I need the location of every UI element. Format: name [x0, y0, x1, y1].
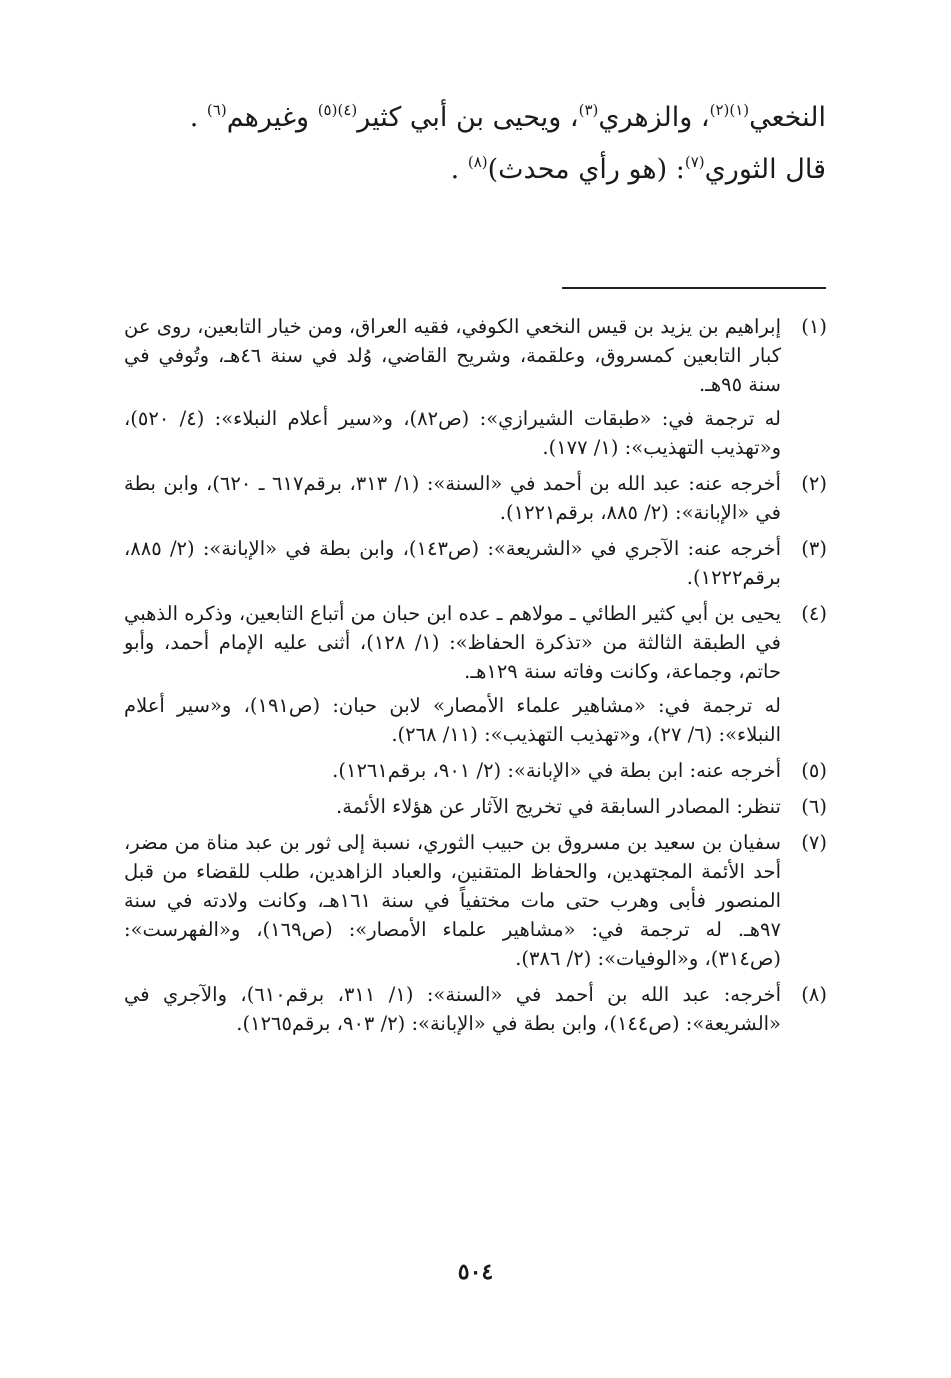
footnote-number: (٤) [801, 602, 827, 625]
footnotes [124, 312, 827, 1045]
footnote-paragraph: أخرجه عنه: الآجري في «الشريعة»: (ص١٤٣)، وابن بطة في «الإبانة»: (٢/ ٨٨٥، برقم١٢٢٢). [124, 537, 781, 589]
main-text-fragment: : (هو رأي محدث) [487, 154, 685, 185]
footnote-8 [124, 980, 827, 1038]
footnote-number: (٦) [801, 795, 827, 818]
footnote-4 [124, 599, 827, 749]
page-number: ٥٠٤ [457, 1259, 494, 1285]
footnote-ref: (٦) [206, 101, 227, 119]
main-text-fragment: قال الثوري [704, 154, 826, 185]
footnote-ref: (٧) [684, 153, 705, 171]
footnote-ref: (٢) [709, 101, 730, 119]
footnote-ref: (٨) [467, 153, 488, 171]
footnote-number: (٧) [801, 831, 827, 854]
footnote-number: (١) [801, 315, 827, 338]
footnote-number: (٨) [801, 983, 827, 1006]
footnote-paragraph: أخرجه عنه: ابن بطة في «الإبانة»: (٢/ ٩٠١، برقم١٢٦١). [332, 759, 781, 782]
footnote-7 [124, 828, 827, 973]
footnote-number: (٢) [801, 472, 827, 495]
footnote-number: (٣) [801, 537, 827, 560]
footnote-paragraph: يحيى بن أبي كثير الطائي ـ مولاهم ـ عده ابن حبان من أتباع التابعين، وذكره الذهبي في الطبقة الثالثة من «تذكرة الحفاظ»: (١/ ١٢٨)، أثنى عليه الإمام أحمد، وأبو حاتم، وجماعة، وكانت وفاته سنة ١٢٩هـ. [124, 602, 781, 683]
footnote-3 [124, 534, 827, 592]
footnote-paragraph: أخرجه: عبد الله بن أحمد في «السنة»: (١/ ٣١١، برقم٦١٠)، والآجري في «الشريعة»: (ص١٤٤)، وابن بطة في «الإبانة»: (٢/ ٩٠٣، برقم١٢٦٥). [124, 983, 781, 1035]
main-text-fragment: ، والزهري [598, 102, 710, 133]
footnote-separator [562, 287, 826, 289]
footnote-ref: (٤) [337, 101, 358, 119]
footnote-ref: (٣) [578, 101, 599, 119]
footnote-paragraph: سفيان بن سعيد بن مسروق بن حبيب الثوري، نسبة إلى ثور بن عبد مناة من مضر، أحد الأئمة المجتهدين، والحفاظ المتقنين، والعباد الزاهدين، طلب للقضاء من قبل المنصور فأبى وهرب حتى مات مختفياً في سنة ١٦١هـ، وكانت ولادته في سنة ٩٧هـ. له ترجمة في: «مشاهير علماء الأمصار»: (ص١٦٩)، و«الفهرست»: (ص٣١٤)، و«الوفيات»: (٢/ ٣٨٦). [124, 831, 781, 970]
footnote-ref: (٥) [317, 101, 338, 119]
footnote-1 [124, 312, 827, 462]
main-text-fragment: النخعي [749, 102, 826, 133]
main-text-fragment: ، ويحيى بن أبي كثير [357, 102, 579, 133]
footnote-paragraph: له ترجمة في: «طبقات الشيرازي»: (ص٨٢)، و«سير أعلام النبلاء»: (٤/ ٥٢٠)، و«تهذيب التهذيب»: (١/ ١٧٧). [124, 407, 781, 459]
footnote-ref: (١) [729, 101, 750, 119]
main-text-fragment: وغيرهم [226, 102, 318, 133]
footnote-paragraph: إبراهيم بن يزيد بن قيس النخعي الكوفي، فقيه العراق، ومن خيار التابعين، روى عن كبار التابعين كمسروق، وعلقمة، وشريح القاضي، وُلد في سنة ٤٦هـ، وتُوفي في سنة ٩٥هـ. [124, 315, 781, 396]
main-text-line-2 [106, 150, 826, 190]
main-text-fragment: . [450, 154, 468, 185]
footnote-paragraph: تنظر: المصادر السابقة في تخريج الآثار عن هؤلاء الأئمة. [336, 795, 781, 818]
footnote-5 [124, 756, 827, 785]
footnote-paragraph: له ترجمة في: «مشاهير علماء الأمصار» لابن حبان: (ص١٩١)، و«سير أعلام النبلاء»: (٦/ ٢٧)، و«تهذيب التهذيب»: (١١/ ٢٦٨). [124, 694, 781, 746]
footnote-paragraph: أخرجه عنه: عبد الله بن أحمد في «السنة»: (١/ ٣١٣، برقم٦١٧ ـ ٦٢٠)، وابن بطة في «الإبانة»: (٢/ ٨٨٥، برقم١٢٢١). [124, 472, 781, 524]
footnote-6 [124, 792, 827, 821]
footnote-number: (٥) [801, 759, 827, 782]
main-text-line-1 [106, 98, 826, 138]
footnote-2 [124, 469, 827, 527]
main-text-fragment: . [189, 102, 207, 133]
